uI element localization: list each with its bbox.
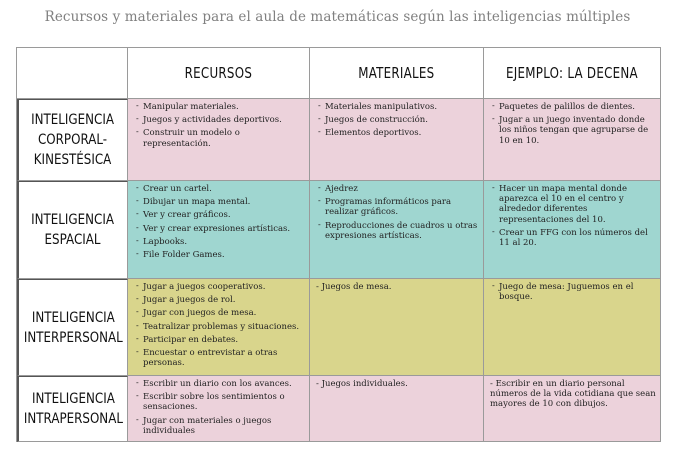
list-item: - Elementos deportivos. xyxy=(318,128,479,138)
cell-materiales xyxy=(310,279,484,376)
cell-ejemplo xyxy=(484,376,661,442)
column-header-recursos xyxy=(128,48,310,99)
list-item: - Programas informáticos para realizar gráficos. xyxy=(318,197,479,217)
list-item: - Paquetes de palillos de dientes. xyxy=(492,102,656,112)
column-header-ejemplo xyxy=(484,48,661,99)
list-item: - Teatralizar problemas y situaciones. xyxy=(136,322,305,332)
list-item: - Crear un cartel. xyxy=(136,184,305,194)
cell-ejemplo xyxy=(484,99,661,181)
cell-ejemplo xyxy=(484,279,661,376)
cell-recursos xyxy=(128,279,310,376)
intelligences-table xyxy=(16,47,661,442)
cell-text: - Escribir en un diario personal números de la vida cotidiana que sean mayores de 10 con dibujos. xyxy=(490,379,656,410)
list-item: - Lapbooks. xyxy=(136,237,305,247)
list-item: - Ver y crear expresiones artísticas. xyxy=(136,224,305,234)
list-item: - Juegos de construcción. xyxy=(318,115,479,125)
list-item: - Participar en debates. xyxy=(136,335,305,345)
page-title: Recursos y materiales para el aula de matemáticas según las inteligencias múltiples xyxy=(44,9,631,25)
list-item: - Escribir sobre los sentimientos o sensaciones. xyxy=(136,392,305,412)
column-header-label: EJEMPLO: LA DECENA xyxy=(506,64,638,82)
cell-materiales xyxy=(310,181,484,279)
row-header-intrapersonal xyxy=(17,376,128,442)
list-item: - Reproducciones de cuadros u otras expresiones artísticas. xyxy=(318,221,479,241)
list-item: - Crear un FFG con los números del 11 al 20. xyxy=(492,228,656,248)
row-header-label: INTELIGENCIA INTERPERSONAL xyxy=(23,309,123,346)
cell-text: - Juegos de mesa. xyxy=(316,282,392,292)
row-header-corporal-kinestesica xyxy=(17,99,128,181)
list-item: - Encuestar o entrevistar a otras personas. xyxy=(136,348,305,368)
list-item: - Hacer un mapa mental donde aparezca el 10 en el centro y alrededor diferentes representaciones del 10. xyxy=(492,184,656,225)
row-header-espacial xyxy=(17,181,128,279)
list-item: - Dibujar un mapa mental. xyxy=(136,197,305,207)
row-header-interpersonal xyxy=(17,279,128,376)
list-item: - Construir un modelo o representación. xyxy=(136,128,305,148)
row-header-label: INTELIGENCIA ESPACIAL xyxy=(31,212,115,248)
table-corner xyxy=(17,48,128,99)
cell-text: - Juegos individuales. xyxy=(316,379,408,389)
cell-ejemplo xyxy=(484,181,661,279)
list-item: - Jugar a juegos de rol. xyxy=(136,295,305,305)
cell-recursos xyxy=(128,181,310,279)
list-item: - Juegos y actividades deportivos. xyxy=(136,115,305,125)
list-item: - Materiales manipulativos. xyxy=(318,102,479,112)
list-item: - Jugar a un juego inventado donde los niños tengan que agruparse de 10 en 10. xyxy=(492,115,656,146)
list-item: - Juego de mesa: Juguemos en el bosque. xyxy=(492,282,656,302)
column-header-label: RECURSOS xyxy=(184,64,253,82)
cell-materiales xyxy=(310,99,484,181)
list-item: - Jugar a juegos cooperativos. xyxy=(136,282,305,292)
row-header-label: INTELIGENCIA INTRAPERSONAL xyxy=(23,391,123,427)
list-item: - Manipular materiales. xyxy=(136,102,305,112)
column-header-materiales xyxy=(310,48,484,99)
list-item: - Jugar con juegos de mesa. xyxy=(136,308,305,318)
cell-recursos xyxy=(128,376,310,442)
list-item: - Escribir un diario con los avances. xyxy=(136,379,305,389)
list-item: - Ajedrez xyxy=(318,184,479,194)
cell-recursos xyxy=(128,99,310,181)
list-item: - File Folder Games. xyxy=(136,250,305,260)
column-header-label: MATERIALES xyxy=(358,64,435,82)
row-header-label: INTELIGENCIA CORPORAL- KINESTÉSICA xyxy=(31,112,115,168)
list-item: - Jugar con materiales o juegos individuales xyxy=(136,416,305,436)
list-item: - Ver y crear gráficos. xyxy=(136,210,305,220)
cell-materiales xyxy=(310,376,484,442)
